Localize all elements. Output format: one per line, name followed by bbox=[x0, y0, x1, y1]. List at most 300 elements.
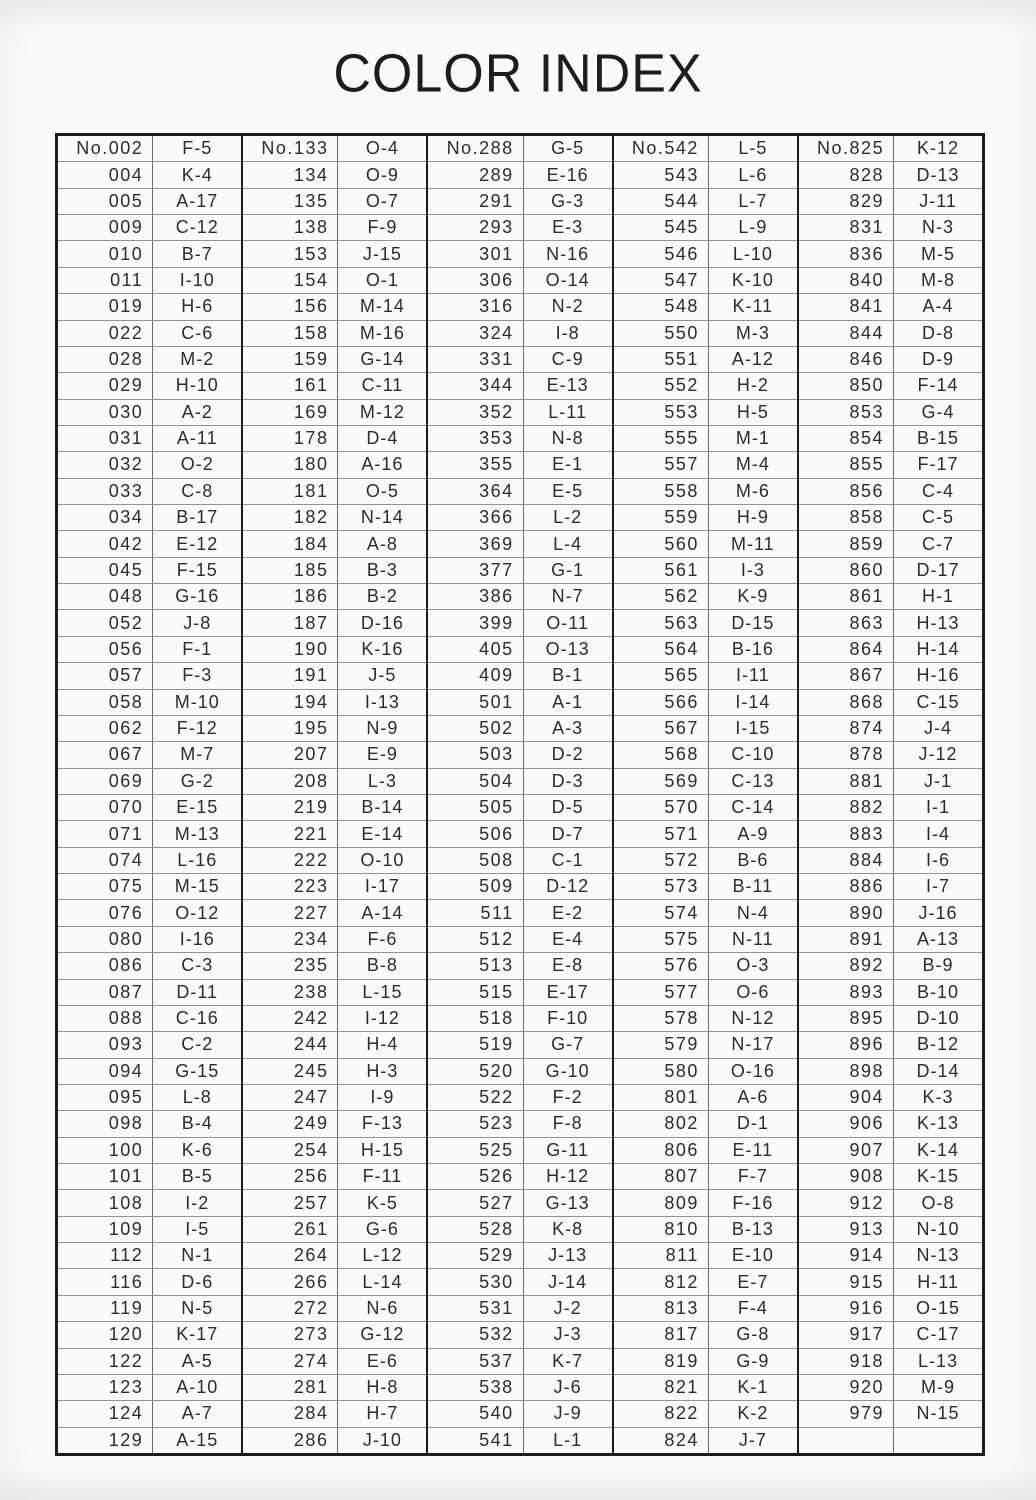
color-number-cell: 836 bbox=[799, 241, 894, 266]
table-row bbox=[614, 848, 797, 874]
color-number-cell: 355 bbox=[428, 452, 523, 477]
color-number-cell: 086 bbox=[58, 953, 153, 978]
table-row bbox=[58, 400, 241, 426]
color-number-cell: 559 bbox=[614, 505, 709, 530]
table-row bbox=[428, 584, 611, 610]
color-number-cell: 074 bbox=[58, 848, 153, 873]
color-number-cell: 569 bbox=[614, 769, 709, 794]
color-number-cell: 809 bbox=[614, 1190, 709, 1215]
color-number-cell: 806 bbox=[614, 1138, 709, 1163]
table-row bbox=[799, 162, 982, 188]
table-row bbox=[58, 1269, 241, 1295]
grid-code-cell: N-2 bbox=[551, 296, 584, 317]
table-row bbox=[799, 400, 982, 426]
grid-code-cell: C-15 bbox=[916, 691, 960, 712]
grid-code-cell: H-2 bbox=[736, 375, 769, 396]
grid-code-cell: G-9 bbox=[736, 1350, 770, 1371]
grid-code-cell: E-7 bbox=[737, 1271, 769, 1292]
grid-code-cell: H-8 bbox=[366, 1377, 399, 1398]
table-row bbox=[614, 1032, 797, 1058]
grid-code-cell: J-5 bbox=[368, 665, 397, 686]
grid-code-cell: G-1 bbox=[551, 559, 585, 580]
grid-code-cell: N-4 bbox=[736, 902, 769, 923]
color-number-cell: 564 bbox=[614, 637, 709, 662]
table-row bbox=[243, 558, 426, 584]
grid-code-cell: N-12 bbox=[731, 1008, 775, 1029]
grid-code-cell: C-10 bbox=[731, 744, 775, 765]
grid-code-cell: D-3 bbox=[551, 770, 584, 791]
color-number-cell: 518 bbox=[428, 1006, 523, 1031]
color-number-cell: 573 bbox=[614, 874, 709, 899]
color-number-cell: 801 bbox=[614, 1085, 709, 1110]
table-row bbox=[428, 373, 611, 399]
grid-code-cell: L-11 bbox=[548, 401, 587, 422]
table-row bbox=[243, 400, 426, 426]
grid-code-cell: B-2 bbox=[366, 586, 398, 607]
grid-code-cell: A-4 bbox=[922, 296, 954, 317]
grid-code-cell: K-14 bbox=[917, 1139, 960, 1160]
table-row bbox=[243, 1190, 426, 1216]
color-number-cell: 884 bbox=[799, 848, 894, 873]
table-row bbox=[58, 531, 241, 557]
table-row bbox=[428, 874, 611, 900]
color-number-cell: 526 bbox=[428, 1164, 523, 1189]
color-number-cell: 182 bbox=[243, 505, 338, 530]
grid-code-cell: B-1 bbox=[552, 665, 584, 686]
table-row bbox=[243, 189, 426, 215]
color-number-cell: 062 bbox=[58, 716, 153, 741]
table-row bbox=[428, 1243, 611, 1269]
grid-code-cell: N-7 bbox=[551, 586, 584, 607]
table-row bbox=[58, 215, 241, 241]
table-row bbox=[799, 742, 982, 768]
color-number-cell: 076 bbox=[58, 900, 153, 925]
table-row bbox=[243, 1111, 426, 1137]
table-row bbox=[243, 1322, 426, 1348]
grid-code-cell: D-14 bbox=[916, 1060, 960, 1081]
color-number-cell: 811 bbox=[614, 1243, 709, 1268]
color-number-cell: 529 bbox=[428, 1243, 523, 1268]
color-number-cell: 057 bbox=[58, 663, 153, 688]
color-number-cell: 578 bbox=[614, 1006, 709, 1031]
table-row bbox=[799, 268, 982, 294]
color-number-cell: 523 bbox=[428, 1111, 523, 1136]
color-number-cell: 896 bbox=[799, 1032, 894, 1057]
color-number-cell: 829 bbox=[799, 189, 894, 214]
color-number-cell: 004 bbox=[58, 162, 153, 187]
color-number-cell: 577 bbox=[614, 980, 709, 1005]
table-row bbox=[799, 821, 982, 847]
table-row bbox=[428, 610, 611, 636]
grid-code-cell: G-14 bbox=[360, 349, 405, 370]
grid-code-cell: I-11 bbox=[736, 665, 770, 686]
color-number-cell: 181 bbox=[243, 479, 338, 504]
table-row bbox=[58, 479, 241, 505]
grid-code-cell: I-7 bbox=[926, 876, 951, 897]
table-row bbox=[614, 900, 797, 926]
color-number-cell: 366 bbox=[428, 505, 523, 530]
table-row bbox=[243, 347, 426, 373]
grid-code-cell: N-13 bbox=[916, 1245, 960, 1266]
color-number-cell: 821 bbox=[614, 1375, 709, 1400]
table-row bbox=[58, 690, 241, 716]
color-number-cell: 249 bbox=[243, 1111, 338, 1136]
grid-code-cell: K-5 bbox=[366, 1192, 398, 1213]
table-row bbox=[614, 1269, 797, 1295]
table-row bbox=[799, 558, 982, 584]
color-number-cell: 180 bbox=[243, 452, 338, 477]
table-row bbox=[614, 1349, 797, 1375]
color-number-cell: 331 bbox=[428, 347, 523, 372]
grid-code-cell: G-12 bbox=[360, 1324, 405, 1345]
table-row bbox=[58, 1217, 241, 1243]
grid-code-cell: C-2 bbox=[181, 1034, 214, 1055]
grid-code-cell: K-2 bbox=[737, 1403, 769, 1424]
grid-code-cell: D-17 bbox=[916, 559, 960, 580]
grid-code-cell: K-3 bbox=[922, 1087, 954, 1108]
grid-code-cell: D-9 bbox=[922, 349, 955, 370]
grid-code-cell: M-5 bbox=[921, 243, 956, 264]
grid-code-cell: F-14 bbox=[917, 375, 959, 396]
color-number-cell: 242 bbox=[243, 1006, 338, 1031]
table-row bbox=[58, 1322, 241, 1348]
table-row bbox=[799, 1349, 982, 1375]
grid-code-cell: C-9 bbox=[551, 349, 584, 370]
color-number-cell: 409 bbox=[428, 663, 523, 688]
color-number-cell: 158 bbox=[243, 321, 338, 346]
table-row bbox=[799, 1243, 982, 1269]
color-number-cell: 505 bbox=[428, 795, 523, 820]
table-row bbox=[58, 1138, 241, 1164]
grid-code-cell: K-16 bbox=[361, 639, 404, 659]
grid-code-cell: M-1 bbox=[735, 428, 770, 449]
color-number-cell: 028 bbox=[58, 347, 153, 372]
color-number-cell: 087 bbox=[58, 980, 153, 1005]
color-number-cell: 874 bbox=[799, 716, 894, 741]
table-row bbox=[428, 162, 611, 188]
grid-code-cell: O-4 bbox=[365, 138, 399, 159]
grid-code-cell: I-2 bbox=[185, 1192, 210, 1213]
color-number-cell bbox=[799, 1428, 894, 1453]
grid-code-cell: I-4 bbox=[926, 823, 951, 844]
color-number-cell: 075 bbox=[58, 874, 153, 899]
color-number-cell: 123 bbox=[58, 1375, 153, 1400]
color-number-cell: 154 bbox=[243, 268, 338, 293]
grid-code-cell: A-8 bbox=[366, 533, 398, 554]
grid-code-cell: B-3 bbox=[366, 559, 398, 580]
color-number-cell: 222 bbox=[243, 848, 338, 873]
table-row bbox=[243, 268, 426, 294]
table-row bbox=[614, 1111, 797, 1137]
color-number-cell: 575 bbox=[614, 927, 709, 952]
color-number-cell: 892 bbox=[799, 953, 894, 978]
grid-code-cell: A-13 bbox=[917, 928, 960, 949]
color-number-cell: 819 bbox=[614, 1349, 709, 1374]
grid-code-cell: K-15 bbox=[917, 1166, 960, 1187]
grid-code-cell: H-1 bbox=[922, 586, 955, 607]
color-number-cell: 070 bbox=[58, 795, 153, 820]
grid-code-cell: N-6 bbox=[366, 1297, 399, 1318]
table-row bbox=[799, 1269, 982, 1295]
table-row bbox=[428, 795, 611, 821]
table-row bbox=[58, 1296, 241, 1322]
grid-code-cell: H-14 bbox=[916, 639, 960, 659]
grid-code-cell: D-15 bbox=[731, 612, 775, 633]
grid-code-cell: N-16 bbox=[546, 243, 590, 264]
grid-code-cell: B-12 bbox=[917, 1034, 960, 1055]
color-number-cell: 261 bbox=[243, 1217, 338, 1242]
color-number-cell: 405 bbox=[428, 637, 523, 662]
grid-code-cell: A-7 bbox=[181, 1403, 213, 1424]
grid-code-cell: L-16 bbox=[177, 849, 218, 870]
table-row bbox=[58, 1190, 241, 1216]
grid-code-cell: F-9 bbox=[367, 217, 398, 238]
color-number-cell: 377 bbox=[428, 558, 523, 583]
table-row bbox=[799, 426, 982, 452]
table-row bbox=[428, 189, 611, 215]
color-number-cell: 519 bbox=[428, 1032, 523, 1057]
table-row bbox=[799, 637, 982, 663]
table-row bbox=[614, 189, 797, 215]
table-row bbox=[243, 241, 426, 267]
table-row bbox=[614, 1428, 797, 1453]
grid-code-cell: K-11 bbox=[732, 296, 774, 317]
color-number-cell: 540 bbox=[428, 1401, 523, 1426]
table-row bbox=[799, 900, 982, 926]
grid-code-cell: L-9 bbox=[738, 217, 768, 238]
table-row bbox=[614, 1059, 797, 1085]
color-number-cell: 822 bbox=[614, 1401, 709, 1426]
table-row bbox=[614, 1138, 797, 1164]
color-number-cell: 029 bbox=[58, 373, 153, 398]
table-row bbox=[614, 927, 797, 953]
grid-code-cell: G-5 bbox=[551, 138, 585, 159]
grid-code-cell: C-11 bbox=[361, 375, 404, 396]
grid-code-cell: D-13 bbox=[916, 164, 960, 185]
grid-code-cell: G-10 bbox=[545, 1060, 590, 1081]
color-number-cell: 256 bbox=[243, 1164, 338, 1189]
color-number-cell: 071 bbox=[58, 821, 153, 846]
color-number-cell: No.002 bbox=[58, 136, 153, 161]
table-row bbox=[428, 241, 611, 267]
table-row bbox=[614, 1375, 797, 1401]
grid-code-cell: N-14 bbox=[360, 507, 404, 528]
grid-code-cell: H-5 bbox=[736, 401, 769, 422]
grid-code-cell: O-16 bbox=[730, 1060, 775, 1081]
grid-code-cell: J-7 bbox=[738, 1429, 767, 1450]
color-number-cell: 547 bbox=[614, 268, 709, 293]
grid-code-cell: A-10 bbox=[176, 1377, 219, 1398]
color-number-cell: 898 bbox=[799, 1059, 894, 1084]
color-number-cell: No.288 bbox=[428, 136, 523, 161]
table-row bbox=[428, 821, 611, 847]
color-number-cell: 979 bbox=[799, 1401, 894, 1426]
grid-code-cell: N-3 bbox=[922, 217, 955, 238]
color-number-cell: 552 bbox=[614, 373, 709, 398]
color-number-cell: 824 bbox=[614, 1428, 709, 1453]
table-row bbox=[614, 874, 797, 900]
color-number-cell: 129 bbox=[58, 1428, 153, 1453]
color-number-cell: 550 bbox=[614, 321, 709, 346]
color-number-cell: 511 bbox=[428, 900, 523, 925]
color-number-cell: 915 bbox=[799, 1269, 894, 1294]
table-row bbox=[799, 1322, 982, 1348]
color-number-cell: 844 bbox=[799, 321, 894, 346]
grid-code-cell: C-7 bbox=[922, 533, 955, 554]
color-number-cell: 501 bbox=[428, 690, 523, 715]
color-number-cell: 855 bbox=[799, 452, 894, 477]
color-number-cell: 244 bbox=[243, 1032, 338, 1057]
table-row bbox=[58, 189, 241, 215]
table-row bbox=[799, 479, 982, 505]
color-number-cell: 161 bbox=[243, 373, 338, 398]
table-row bbox=[58, 136, 241, 162]
table-row bbox=[428, 505, 611, 531]
grid-code-cell: E-3 bbox=[552, 217, 584, 238]
color-number-cell: 841 bbox=[799, 294, 894, 319]
color-number-cell: 352 bbox=[428, 400, 523, 425]
table-row bbox=[614, 1190, 797, 1216]
table-row bbox=[58, 294, 241, 320]
table-row bbox=[799, 795, 982, 821]
grid-code-cell: I-3 bbox=[740, 559, 765, 580]
table-row bbox=[243, 479, 426, 505]
table-row bbox=[58, 268, 241, 294]
grid-code-cell: G-15 bbox=[175, 1060, 220, 1081]
color-number-cell: 570 bbox=[614, 795, 709, 820]
grid-code-cell: J-4 bbox=[924, 718, 953, 739]
color-number-cell: 100 bbox=[58, 1138, 153, 1163]
table-row bbox=[614, 663, 797, 689]
color-number-cell: 561 bbox=[614, 558, 709, 583]
color-number-cell: 286 bbox=[243, 1428, 338, 1453]
grid-code-cell: A-6 bbox=[737, 1087, 769, 1108]
color-number-cell: 546 bbox=[614, 241, 709, 266]
grid-code-cell: G-4 bbox=[921, 401, 955, 422]
grid-code-cell: H-7 bbox=[366, 1403, 399, 1424]
color-number-cell: 579 bbox=[614, 1032, 709, 1057]
table-row bbox=[614, 980, 797, 1006]
color-number-cell: 153 bbox=[243, 241, 338, 266]
color-number-cell: 184 bbox=[243, 531, 338, 556]
grid-code-cell: M-9 bbox=[921, 1377, 956, 1398]
table-row bbox=[243, 426, 426, 452]
grid-code-cell: N-15 bbox=[916, 1403, 960, 1424]
grid-code-cell: O-8 bbox=[921, 1192, 955, 1213]
grid-code-cell: O-14 bbox=[545, 269, 590, 290]
table-row bbox=[58, 1006, 241, 1032]
table-row bbox=[614, 136, 797, 162]
table-row bbox=[58, 874, 241, 900]
grid-code-cell: F-11 bbox=[362, 1166, 403, 1187]
table-row bbox=[614, 321, 797, 347]
table-row bbox=[243, 584, 426, 610]
color-number-cell: 032 bbox=[58, 452, 153, 477]
color-number-cell: 512 bbox=[428, 927, 523, 952]
color-number-cell: 906 bbox=[799, 1111, 894, 1136]
table-row bbox=[614, 215, 797, 241]
color-number-cell: 369 bbox=[428, 531, 523, 556]
table-row bbox=[428, 1085, 611, 1111]
table-row bbox=[799, 347, 982, 373]
color-number-cell: 520 bbox=[428, 1059, 523, 1084]
color-number-cell: 504 bbox=[428, 769, 523, 794]
table-row bbox=[614, 795, 797, 821]
grid-code-cell: L-5 bbox=[738, 138, 768, 159]
grid-code-cell: C-8 bbox=[181, 480, 214, 501]
color-number-cell: 067 bbox=[58, 742, 153, 767]
table-row bbox=[614, 426, 797, 452]
grid-code-cell: G-2 bbox=[180, 770, 214, 791]
color-number-cell: 802 bbox=[614, 1111, 709, 1136]
color-number-cell: 868 bbox=[799, 690, 894, 715]
table-row bbox=[58, 821, 241, 847]
grid-code-cell: O-11 bbox=[546, 612, 589, 633]
table-row bbox=[58, 610, 241, 636]
grid-code-cell: E-15 bbox=[176, 797, 219, 818]
color-number-cell: 227 bbox=[243, 900, 338, 925]
color-number-cell: 531 bbox=[428, 1296, 523, 1321]
color-number-cell: 178 bbox=[243, 426, 338, 451]
grid-code-cell: B-6 bbox=[737, 849, 769, 870]
color-index-table bbox=[55, 133, 985, 1456]
grid-code-cell: A-14 bbox=[361, 902, 404, 923]
color-number-cell: 195 bbox=[243, 716, 338, 741]
grid-code-cell: B-11 bbox=[732, 876, 774, 897]
table-row bbox=[428, 321, 611, 347]
grid-code-cell: H-4 bbox=[366, 1034, 399, 1055]
color-number-cell: 108 bbox=[58, 1190, 153, 1215]
color-number-cell: 917 bbox=[799, 1322, 894, 1347]
table-row bbox=[799, 1032, 982, 1058]
table-row bbox=[799, 980, 982, 1006]
table-row bbox=[428, 900, 611, 926]
grid-code-cell: H-15 bbox=[360, 1139, 404, 1160]
table-row bbox=[243, 1269, 426, 1295]
table-row bbox=[799, 189, 982, 215]
table-row bbox=[614, 531, 797, 557]
table-row bbox=[243, 505, 426, 531]
grid-code-cell: K-6 bbox=[181, 1139, 213, 1160]
grid-code-cell: I-17 bbox=[364, 876, 400, 897]
color-number-cell: 881 bbox=[799, 769, 894, 794]
table-row bbox=[799, 848, 982, 874]
grid-code-cell: B-7 bbox=[181, 243, 213, 264]
table-row bbox=[428, 769, 611, 795]
color-number-cell: 159 bbox=[243, 347, 338, 372]
color-number-cell: 207 bbox=[243, 742, 338, 767]
grid-code-cell: F-13 bbox=[361, 1113, 403, 1134]
table-row bbox=[799, 452, 982, 478]
grid-code-cell: C-17 bbox=[916, 1324, 960, 1345]
table-row bbox=[243, 980, 426, 1006]
table-row bbox=[58, 373, 241, 399]
table-row bbox=[614, 400, 797, 426]
table-row bbox=[58, 1059, 241, 1085]
table-row bbox=[243, 531, 426, 557]
grid-code-cell: M-3 bbox=[735, 322, 770, 343]
grid-code-cell: I-13 bbox=[364, 691, 400, 712]
grid-code-cell: I-5 bbox=[185, 1218, 210, 1239]
table-row bbox=[428, 716, 611, 742]
table-row bbox=[58, 769, 241, 795]
table-row bbox=[58, 1032, 241, 1058]
grid-code-cell: J-6 bbox=[553, 1377, 582, 1398]
color-number-cell: 208 bbox=[243, 769, 338, 794]
table-row bbox=[799, 215, 982, 241]
color-number-cell: 543 bbox=[614, 162, 709, 187]
table-row bbox=[428, 1032, 611, 1058]
